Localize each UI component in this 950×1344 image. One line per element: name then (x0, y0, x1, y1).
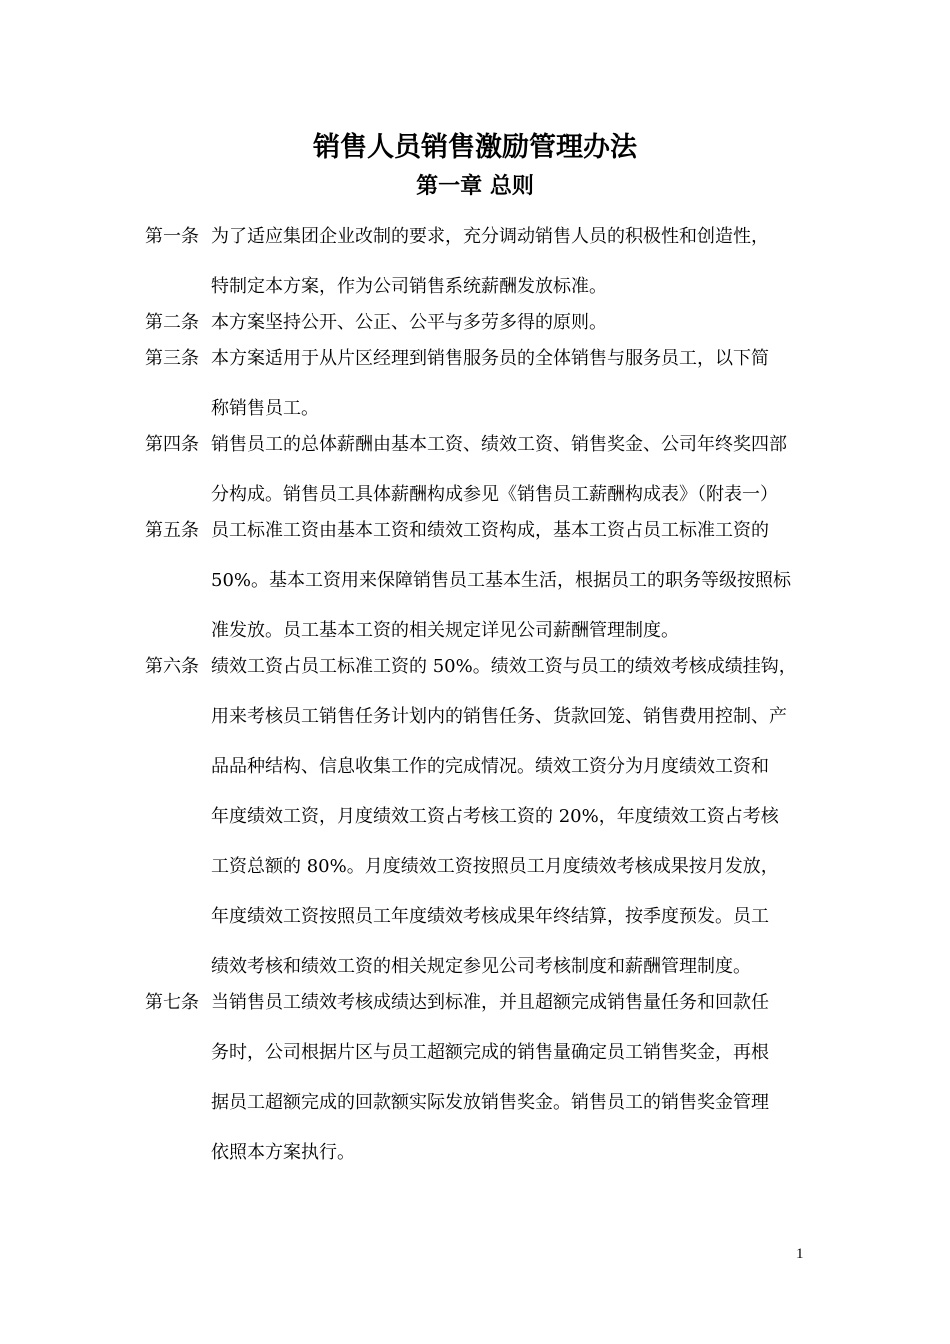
article-text-line: 50%。基本工资用来保障销售员工基本生活，根据员工的职务等级按照标 (211, 570, 792, 591)
article-text-line: 分构成。销售员工具体薪酬构成参见《销售员工薪酬构成表》（附表一） (211, 484, 778, 505)
article-text-line: 本方案适用于从片区经理到销售服务员的全体销售与服务员工，以下简 (211, 348, 769, 369)
article-1 (145, 220, 825, 304)
article-label: 第一条 (145, 226, 199, 247)
article-label: 第三条 (145, 348, 199, 369)
article-6 (145, 650, 825, 984)
article-text-line: 准发放。员工基本工资的相关规定详见公司薪酬管理制度。 (211, 620, 679, 641)
article-text-line: 当销售员工绩效考核成绩达到标准，并且超额完成销售量任务和回款任 (211, 992, 769, 1013)
article-text-line: 本方案坚持公开、公正、公平与多劳多得的原则。 (211, 312, 607, 333)
article-2 (145, 306, 825, 340)
article-label: 第二条 (145, 312, 199, 333)
chapter-title: 第一章 总则 (416, 173, 534, 199)
article-text-line: 年度绩效工资按照员工年度绩效考核成果年终结算，按季度预发。员工 (211, 906, 769, 927)
article-label: 第六条 (145, 656, 199, 677)
article-text-line: 用来考核员工销售任务计划内的销售任务、货款回笼、销售费用控制、产 (211, 706, 787, 727)
article-text-line: 年度绩效工资，月度绩效工资占考核工资的 20%，年度绩效工资占考核 (211, 806, 779, 827)
article-text-line: 工资总额的 80%。月度绩效工资按照员工月度绩效考核成果按月发放， (211, 856, 779, 877)
article-text-line: 依照本方案执行。 (211, 1142, 355, 1163)
article-label: 第四条 (145, 434, 199, 455)
article-text-line: 绩效工资占员工标准工资的 50%。绩效工资与员工的绩效考核成绩挂钩， (211, 656, 797, 677)
article-text-line: 员工标准工资由基本工资和绩效工资构成，基本工资占员工标准工资的 (211, 520, 769, 541)
article-text-line: 品品种结构、信息收集工作的完成情况。绩效工资分为月度绩效工资和 (211, 756, 769, 777)
article-3 (145, 342, 825, 426)
document-title: 销售人员销售激励管理办法 (313, 132, 637, 163)
article-text-line: 销售员工的总体薪酬由基本工资、绩效工资、销售奖金、公司年终奖四部 (211, 434, 787, 455)
article-label: 第七条 (145, 992, 199, 1013)
article-text-line: 务时，公司根据片区与员工超额完成的销售量确定员工销售奖金，再根 (211, 1042, 769, 1063)
article-text-line: 据员工超额完成的回款额实际发放销售奖金。销售员工的销售奖金管理 (211, 1092, 769, 1113)
article-text-line: 特制定本方案，作为公司销售系统薪酬发放标准。 (211, 276, 607, 297)
article-4 (145, 428, 825, 512)
page-number: 1 (796, 1246, 804, 1262)
article-list (145, 220, 825, 1172)
article-5 (145, 514, 825, 648)
article-7 (145, 986, 825, 1170)
article-text-line: 为了适应集团企业改制的要求，充分调动销售人员的积极性和创造性， (211, 226, 769, 247)
article-label: 第五条 (145, 520, 199, 541)
article-text-line: 绩效考核和绩效工资的相关规定参见公司考核制度和薪酬管理制度。 (211, 956, 751, 977)
article-text-line: 称销售员工。 (211, 398, 319, 419)
